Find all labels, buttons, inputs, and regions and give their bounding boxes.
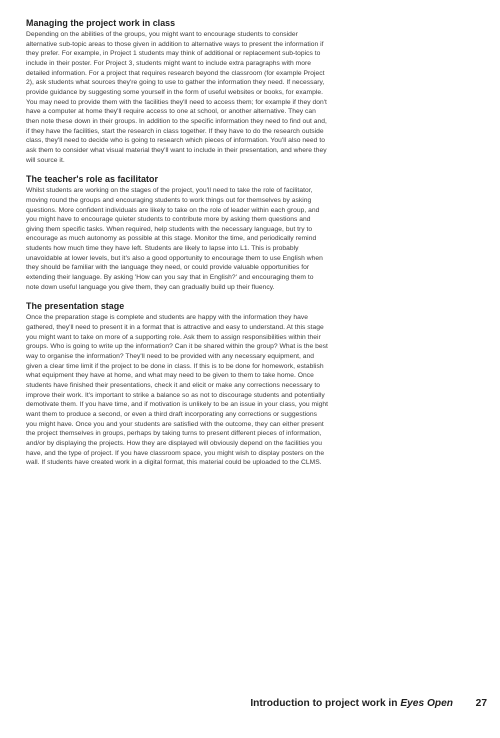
running-footer-title: [250, 697, 453, 711]
document-page: [26, 18, 328, 477]
section-teacher-role: [26, 174, 328, 292]
section-heading: The presentation stage: [26, 301, 125, 312]
section-paragraph: Whilst students are working on the stages of the project, you'll need to take the role of facilitator, moving round the groups and encouraging students to work things out for themselves by asking questions. More confident individuals are likely to take on the role of leader within each group, and you might have to encourage quieter students to contribute more by asking them questions and giving them specific tasks. When required, help students with the necessary language, but try to encourage as much autonomy as possible at this stage. Monitor the time, and periodically remind students how much time they have left. Students are likely to lapse into L1. This is probably unavoidable at lower levels, but it's also a good opportunity to encourage them to use English when they should be familiar with the language they need, or could provide valuable opportunities for extending their language. By asking 'How can you say that in English?' and encouraging them to note down useful language you give them, they can gradually build up their fluency.: [26, 187, 323, 291]
footer-title-prefix: Introduction to project work in: [250, 698, 401, 709]
section-heading: Managing the project work in class: [26, 18, 176, 28]
footer-title-emphasis: Eyes Open: [400, 698, 453, 709]
section-paragraph: Once the preparation stage is complete and students are happy with the information they have gathered, they'll need to present it in a format that is attractive and easy to understand. At this stage you might want to take on more of a supporting role. Ask them to assign responsibilities within their groups. Who is going to write up the information? Can it be shared within the group? What is the best way to organise the information? They'll need to be provided with any necessary equipment, and given a clear time limit if the project to be done in class. If this is to be done for homework, establish what equipment they have at home, and what may need to be given to them to take home. Once students have finished their presentations, check it and elicit or make any corrections necessary to improve their work. It's important to strike a balance so as not to discourage students and potentially demotivate them. If you have time, and if motivation is unlikely to be an issue in your class, you might want them to produce a second, or even a third draft incorporating any corrections or suggestions you might have. Once you and your students are satisfied with the outcome, they can either present the project themselves in groups, perhaps by taking turns to present different pieces of information, and/or by displaying the projects. How they are displayed will obviously depend on the facilities you have, and the type of project. If you have classroom space, you might wish to display posters on the wall. If students have created work in a digital format, this material could be uploaded to the CLMS.: [26, 314, 328, 467]
section-paragraph: Depending on the abilities of the groups, you might want to encourage students to consider alternative sub-topic areas to those given in addition to alternative ways to present the information if they prefer. For example, in Project 1 students may think of additional or replacement sub-topics to include in their poster. For Project 3, students might want to include extra paragraphs with more detailed information. For a project that requires research beyond the classroom (for example Project 2), ask students what sources they're going to use to gather the information they need. If necessary, provide guidance by suggesting some yourself in the form of useful websites or books, for example. You may need to provide them with the facilities they'll need to access them; for example if they don't have a computer at home they'll require access to one at school, or another alternative. They can then note these down in their groups. In addition to the specific information they need to find out and, if they have the facilities, start the research in class together. If they have to do the research outside class, they'll need to decide who is going to research which pieces of information. You'll also need to ask them to consider what visual material they'll want to include in their presentation, and where they will source it.: [26, 31, 327, 164]
section-managing-project-work: [26, 18, 328, 165]
section-heading: The teacher's role as facilitator: [26, 174, 159, 185]
page-footer: [0, 697, 500, 713]
section-presentation-stage: [26, 301, 328, 468]
page-number: 27: [475, 698, 487, 709]
